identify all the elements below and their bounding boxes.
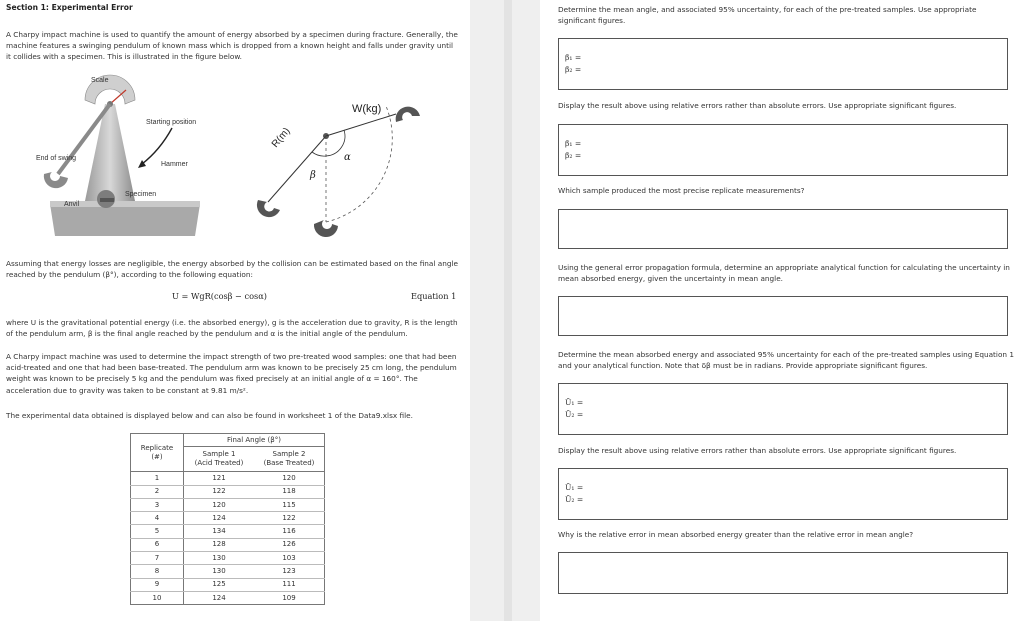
answer-2-line-2: β̄₂ = bbox=[565, 151, 582, 160]
starting-position-label: Starting position bbox=[146, 119, 197, 126]
equation-1: U = WgR(cosβ − cosα) bbox=[172, 291, 267, 301]
sample1-cell: 124 bbox=[184, 591, 255, 604]
alpha-label: α bbox=[344, 152, 351, 163]
table-row bbox=[131, 538, 325, 551]
table-row bbox=[131, 512, 325, 525]
machine-tower bbox=[85, 104, 135, 201]
answer-box-1[interactable] bbox=[558, 38, 1008, 90]
radius-label: R(m) bbox=[269, 125, 293, 150]
answer-box-6[interactable] bbox=[558, 468, 1008, 520]
answer-box-5[interactable] bbox=[558, 383, 1008, 435]
section-title: Section 1: Experimental Error bbox=[6, 3, 133, 12]
sample2-cell: 103 bbox=[254, 552, 325, 565]
sample2-cell: 120 bbox=[254, 472, 325, 485]
weight-label: W(kg) bbox=[352, 103, 382, 115]
question-2: Display the result above using relative errors rather than absolute errors. Use appropriate significant figures. bbox=[558, 101, 957, 110]
sample1-cell: 130 bbox=[184, 565, 255, 578]
sample2-cell: 109 bbox=[254, 591, 325, 604]
charpy-machine-figure bbox=[30, 74, 220, 242]
sample1-cell: 134 bbox=[184, 525, 255, 538]
machine-base bbox=[50, 204, 200, 236]
page-gutter bbox=[470, 0, 540, 621]
answer-box-7[interactable] bbox=[558, 552, 1008, 594]
answer-box-2[interactable] bbox=[558, 124, 1008, 176]
left-hammer bbox=[257, 200, 280, 217]
replicate-header: Replicate (#) bbox=[131, 434, 184, 472]
answer-6-line-1: Ū₁ = bbox=[565, 483, 584, 492]
sample2-cell: 116 bbox=[254, 525, 325, 538]
data-intro: The experimental data obtained is displayed below and can also be found in worksheet 1 of the Data9.xlsx file. bbox=[6, 411, 413, 420]
sample1-cell: 124 bbox=[184, 512, 255, 525]
sample1-cell: 121 bbox=[184, 472, 255, 485]
answer-2-line-1: β̄₁ = bbox=[565, 139, 582, 148]
sample2-cell: 118 bbox=[254, 485, 325, 498]
hammer-end-swing bbox=[44, 172, 68, 188]
weight-hammer-top bbox=[396, 107, 420, 122]
replicate-cell: 4 bbox=[131, 512, 184, 525]
replicate-cell: 7 bbox=[131, 552, 184, 565]
replicate-cell: 6 bbox=[131, 538, 184, 551]
sample2-cell: 122 bbox=[254, 512, 325, 525]
replicate-cell: 10 bbox=[131, 591, 184, 604]
sample1-cell: 130 bbox=[184, 552, 255, 565]
replicate-cell: 5 bbox=[131, 525, 184, 538]
assumption-paragraph: Assuming that energy losses are negligible, the energy absorbed by the collision can be estimated based on the final angle reached by the pendulum (β°), according to the following equation: bbox=[6, 259, 458, 280]
replicate-cell: 8 bbox=[131, 565, 184, 578]
end-of-swing-label: End of swing bbox=[36, 155, 77, 162]
sample2-cell: 115 bbox=[254, 498, 325, 511]
document-page-right bbox=[540, 0, 1024, 621]
question-5: Determine the mean absorbed energy and associated 95% uncertainty for each of the pre-treated samples using Equation 1 and your analytical function. Note that δβ must be in radians. Provide appropriate significant figures. bbox=[558, 350, 1014, 371]
question-3: Which sample produced the most precise replicate measurements? bbox=[558, 186, 805, 195]
answer-box-4[interactable] bbox=[558, 296, 1008, 336]
arm-to-weight bbox=[326, 114, 396, 136]
question-7: Why is the relative error in mean absorbed energy greater than the relative error in mean angle? bbox=[558, 530, 914, 539]
sample1-header: Sample 1 (Acid Treated) bbox=[184, 447, 255, 472]
hammer-label: Hammer bbox=[161, 161, 188, 168]
sample1-cell: 128 bbox=[184, 538, 255, 551]
replicate-cell: 2 bbox=[131, 485, 184, 498]
equation-label: Equation 1 bbox=[411, 291, 457, 301]
answer-5-line-2: Ū₂ = bbox=[565, 410, 584, 419]
answer-1-line-2: β̄₂ = bbox=[565, 65, 582, 74]
bottom-hammer bbox=[314, 220, 338, 237]
sample1-cell: 122 bbox=[184, 485, 255, 498]
answer-6-line-2: Ū₂ = bbox=[565, 495, 584, 504]
specimen-label: Specimen bbox=[125, 191, 157, 198]
sample1-cell: 125 bbox=[184, 578, 255, 591]
question-1: Determine the mean angle, and associated 95% uncertainty, for each of the pre-treated samples. Use appropriate significant figures. bbox=[558, 5, 977, 26]
table-row bbox=[131, 472, 325, 485]
experiment-paragraph: A Charpy impact machine was used to determine the impact strength of two pre-treated wood samples: one that had been acid-treated and one that had been base-treated. The pendulum arm was known to be precisely 25 cm long, the pendulum weight was known to be precisely 5 kg and the pendulum was fixed precisely at an initial angle of α = 160°. The acceleration due to gravity was taken to be constant at 9.81 m/s². bbox=[6, 352, 457, 395]
document-page-left bbox=[0, 0, 470, 621]
replicate-cell: 3 bbox=[131, 498, 184, 511]
table-row bbox=[131, 591, 325, 604]
sample2-cell: 123 bbox=[254, 565, 325, 578]
data-table bbox=[130, 433, 325, 605]
sample1-cell: 120 bbox=[184, 498, 255, 511]
question-6: Display the result above using relative errors rather than absolute errors. Use appropriate significant figures. bbox=[558, 446, 957, 455]
table-row bbox=[131, 578, 325, 591]
table-row bbox=[131, 498, 325, 511]
sample2-cell: 126 bbox=[254, 538, 325, 551]
answer-5-line-1: Ū₁ = bbox=[565, 398, 584, 407]
table-row bbox=[131, 565, 325, 578]
scale-label: Scale bbox=[91, 77, 109, 84]
answer-box-3[interactable] bbox=[558, 209, 1008, 249]
anvil-label: Anvil bbox=[64, 201, 80, 208]
table-row bbox=[131, 525, 325, 538]
table-row bbox=[131, 552, 325, 565]
definition-paragraph: where U is the gravitational potential energy (i.e. the absorbed energy), g is the acceleration due to gravity, R is the length of the pendulum arm, β is the final angle reached by the pendulum and α is the initial angle of the pendulum. bbox=[6, 318, 458, 339]
answer-1-line-1: β̄₁ = bbox=[565, 53, 582, 62]
swing-arrow bbox=[142, 128, 172, 164]
final-angle-header: Final Angle (β°) bbox=[184, 434, 325, 447]
replicate-cell: 9 bbox=[131, 578, 184, 591]
sample2-cell: 111 bbox=[254, 578, 325, 591]
intro-paragraph: A Charpy impact machine is used to quantify the amount of energy absorbed by a specimen during fracture. Generally, the machine features a swinging pendulum of known mass which is dropped from a known height and falls under gravity until it collides with a specimen. This is illustrated in the figure below. bbox=[6, 30, 458, 62]
pendulum-geometry-diagram bbox=[246, 92, 446, 242]
beta-label: β bbox=[310, 170, 316, 181]
question-4: Using the general error propagation formula, determine an appropriate analytical function for calculating the uncertainty in mean absorbed energy, given the uncertainty in mean angle. bbox=[558, 263, 1010, 284]
table-row bbox=[131, 485, 325, 498]
sample2-header: Sample 2 (Base Treated) bbox=[254, 447, 325, 472]
replicate-cell: 1 bbox=[131, 472, 184, 485]
